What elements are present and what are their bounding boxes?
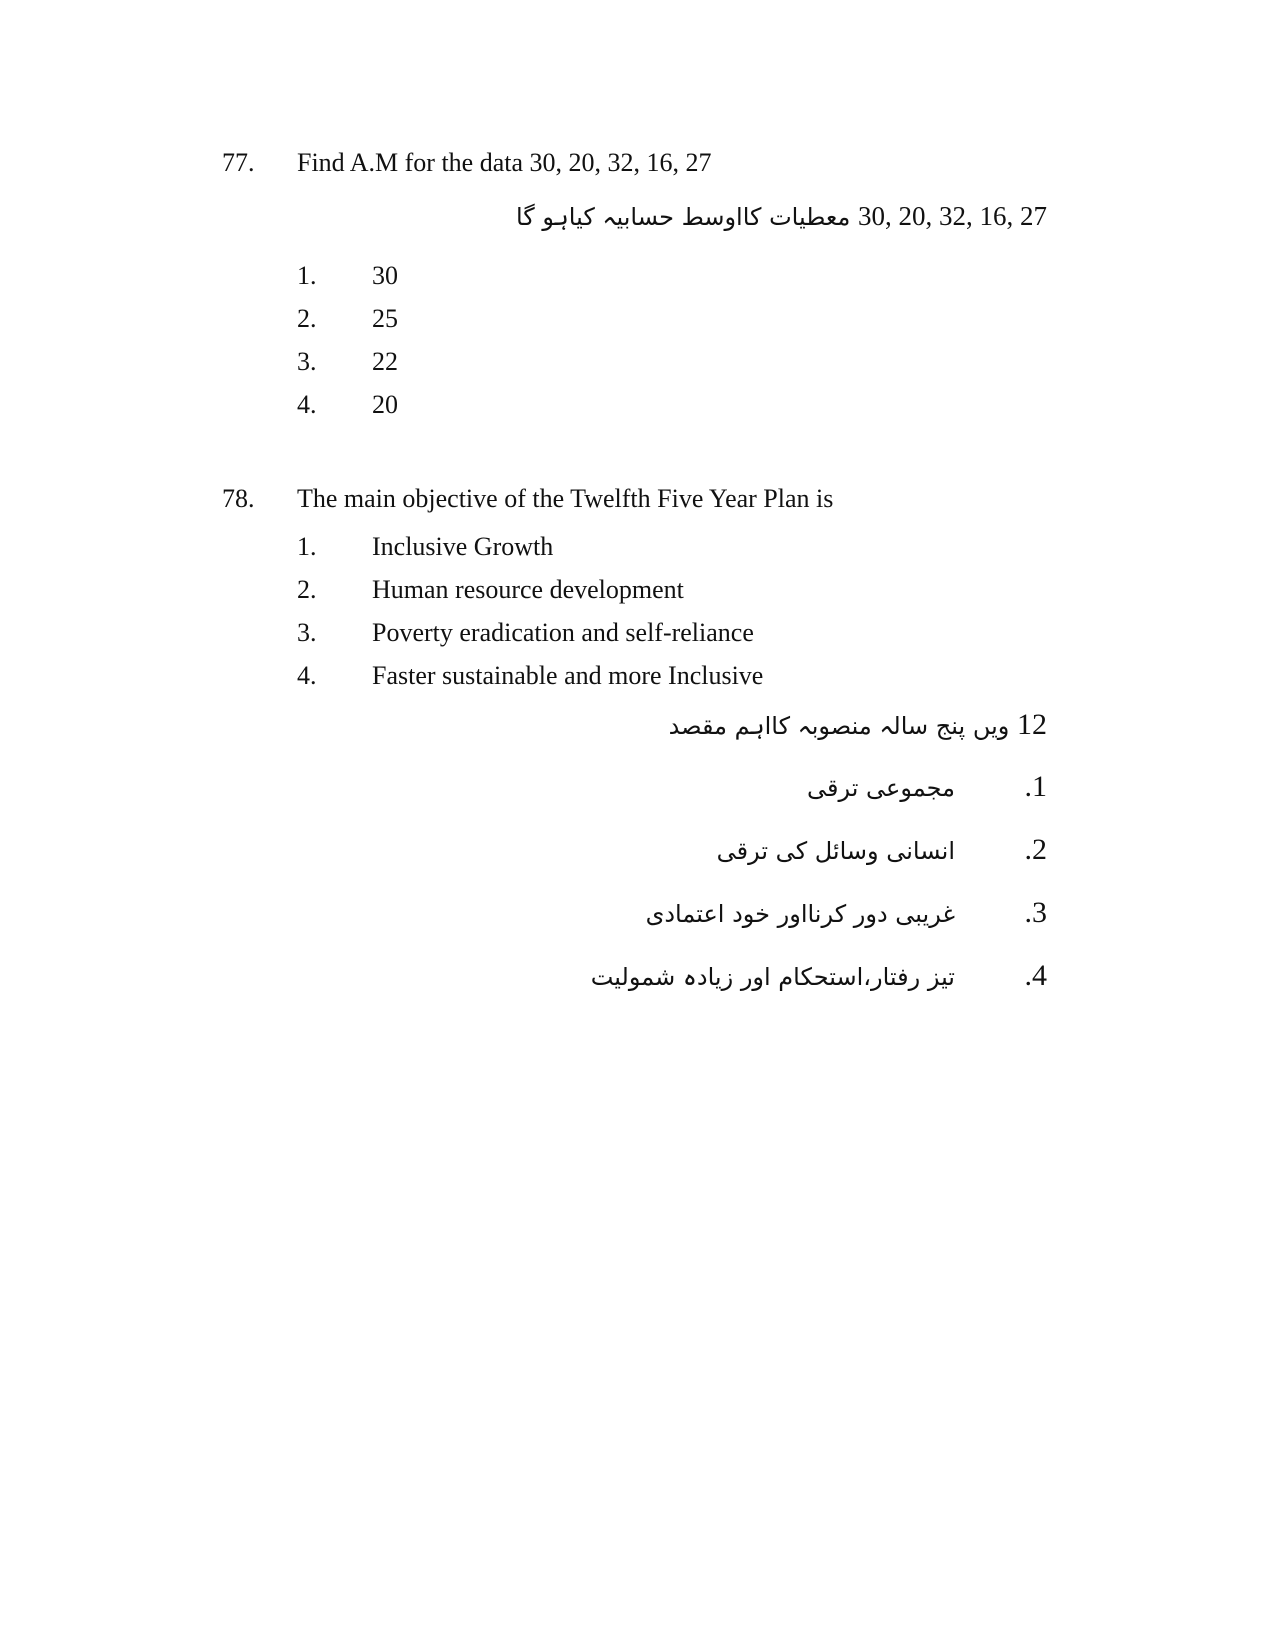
- option-number: 2.: [297, 575, 317, 604]
- urdu-plan-number: 12: [1017, 708, 1047, 741]
- urdu-option-text: غریبی دور کرنااور خود اعتمادی: [645, 900, 955, 928]
- question-number: 78.: [222, 484, 255, 513]
- urdu-option-number: .1: [1024, 770, 1047, 803]
- urdu-question-phrase: معطیات کااوسط حسابیہ کیاہو گا: [515, 203, 851, 231]
- urdu-option-number: .2: [1024, 833, 1047, 866]
- question-urdu-text: [669, 710, 1047, 740]
- urdu-option-text: تیز رفتار،استحکام اور زیادہ شمولیت: [590, 963, 955, 991]
- option-number: 2.: [297, 304, 317, 333]
- option-number: 3.: [297, 347, 317, 376]
- option-text: Inclusive Growth: [372, 532, 554, 561]
- urdu-question-phrase: ویں پنج سالہ منصوبہ کااہم مقصد: [668, 712, 1010, 740]
- question-number: 77.: [222, 148, 255, 177]
- urdu-option-number: .3: [1024, 896, 1047, 929]
- question-text: Find A.M for the data 30, 20, 32, 16, 27: [297, 148, 712, 177]
- option-text: Faster sustainable and more Inclusive: [372, 661, 764, 690]
- urdu-option-text: مجموعی ترقی: [807, 774, 955, 802]
- question-urdu-text: [516, 203, 1047, 230]
- option-text: Human resource development: [372, 575, 684, 604]
- option-text: 20: [372, 390, 398, 419]
- urdu-data-values: 30, 20, 32, 16, 27: [858, 201, 1047, 231]
- option-text: 22: [372, 347, 398, 376]
- option-number: 1.: [297, 261, 317, 290]
- option-number: 1.: [297, 532, 317, 561]
- option-text: 25: [372, 304, 398, 333]
- urdu-option-number: .4: [1024, 959, 1047, 992]
- option-text: 30: [372, 261, 398, 290]
- option-number: 4.: [297, 390, 317, 419]
- option-text: Poverty eradication and self-reliance: [372, 618, 754, 647]
- option-number: 4.: [297, 661, 317, 690]
- question-text: The main objective of the Twelfth Five Year Plan is: [297, 484, 834, 513]
- option-number: 3.: [297, 618, 317, 647]
- urdu-option-text: انسانی وسائل کی ترقی: [716, 837, 955, 865]
